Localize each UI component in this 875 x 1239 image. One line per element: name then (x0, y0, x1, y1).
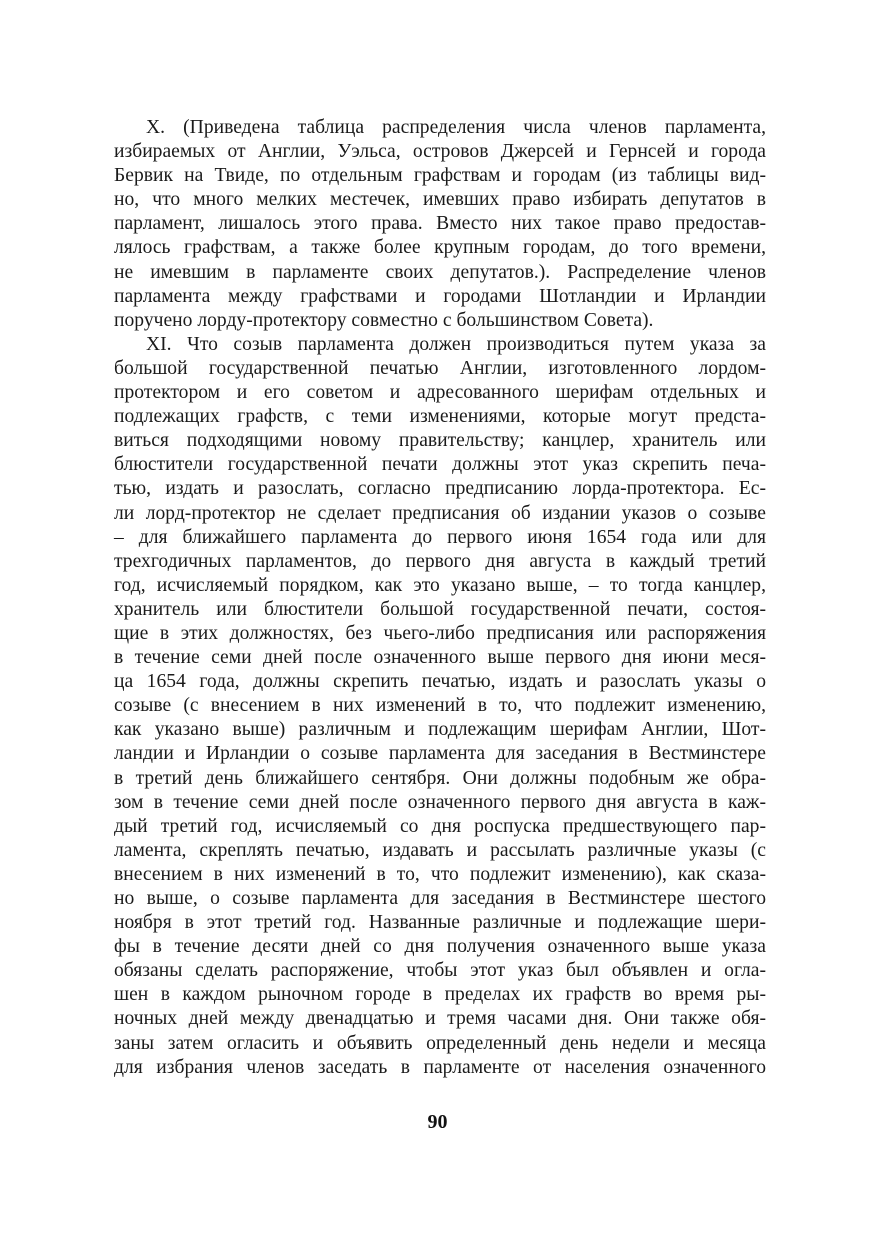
text-line: – для ближайшего парламента до первого июня 1654 года или для (114, 526, 766, 548)
text-line: внесением в них изменений в то, что подлежит изменению), как сказа- (114, 863, 766, 885)
text-line: в третий день ближайшего сентября. Они должны подобным же обра- (114, 767, 766, 789)
text-line: XI. Что созыв парламента должен производиться путем указа за (146, 333, 766, 355)
text-line: поручено лорду-протектору совместно с большинством Совета). (114, 309, 654, 331)
text-line: избираемых от Англии, Уэльса, островов Джерсей и Гернсей и города (114, 141, 766, 163)
paragraph-section-x (114, 116, 766, 333)
text-line: ца 1654 года, должны скрепить печатью, издать и разослать указы о (114, 671, 766, 693)
page-body (114, 116, 766, 1080)
text-line: подлежащих графств, с теми изменениями, которые могут предста- (114, 406, 766, 428)
text-line: трехгодичных парламентов, до первого дня августа в каждый третий (114, 550, 766, 572)
text-line: ландии и Ирландии о созыве парламента для заседания в Вестминстере (114, 743, 766, 765)
text-line: ноября в этот третий год. Названные различные и подлежащие шери- (114, 912, 766, 934)
text-line: ли лорд-протектор не сделает предписания об издании указов о созыве (114, 502, 766, 524)
text-line: обязаны сделать распоряжение, чтобы этот указ был объявлен и огла- (114, 960, 766, 982)
text-line: как указано выше) различным и подлежащим шерифам Англии, Шот- (114, 719, 766, 741)
text-line: лялось графствам, а также более крупным городам, до того времени, (114, 237, 766, 259)
text-line: созыве (с внесением в них изменений в то, что подлежит изменению, (114, 695, 766, 717)
text-line: протектором и его советом и адресованного шерифам отдельных и (114, 382, 766, 404)
paragraph-section-xi (114, 333, 766, 1080)
text-line: не имевшим в парламенте своих депутатов.). Распределение членов (114, 261, 766, 283)
text-line: но выше, о созыве парламента для заседания в Вестминстере шестого (114, 888, 766, 909)
text-line: X. (Приведена таблица распределения числа членов парламента, (146, 117, 766, 138)
text-line: тью, издать и разослать, согласно предписанию лорда-протектора. Ес- (114, 478, 766, 500)
text-line: парламент, лишалось этого права. Вместо них такое право предостав- (114, 213, 766, 235)
text-line: Бервик на Твиде, по отдельным графствам и городам (из таблицы вид- (114, 165, 766, 187)
text-line: но, что много мелких местечек, имевших право избирать депутатов в (114, 189, 766, 211)
text-line: заны затем огласить и объявить определенный день недели и месяца (114, 1032, 766, 1054)
text-line: фы в течение десяти дней со дня получения означенного выше указа (114, 936, 766, 958)
text-line: год, исчисляемый порядком, как это указано выше, – то тогда канцлер, (114, 574, 766, 596)
text-line: для избрания членов заседать в парламенте от населения означенного (114, 1056, 766, 1078)
text-line: шен в каждом рыночном городе в пределах их графств во время ры- (114, 984, 766, 1006)
text-line: большой государственной печатью Англии, изготовленного лордом- (114, 357, 766, 379)
text-line: щие в этих должностях, без чьего-либо предписания или распоряжения (114, 622, 766, 644)
text-line: виться подходящими новому правительству; канцлер, хранитель или (114, 430, 766, 452)
text-line: парламента между графствами и городами Шотландии и Ирландии (114, 285, 766, 307)
text-line: ламента, скреплять печатью, издавать и рассылать различные указы (с (114, 839, 766, 861)
text-line: хранитель или блюстители большой государственной печати, состоя- (114, 598, 766, 620)
page-number: 90 (427, 1111, 448, 1133)
text-line: дый третий год, исчисляемый со дня роспуска предшествующего пар- (114, 815, 766, 837)
text-line: в течение семи дней после означенного выше первого дня июни меся- (114, 647, 766, 669)
text-line: зом в течение семи дней после означенного первого дня августа в каж- (114, 791, 766, 813)
text-line: блюстители государственной печати должны этот указ скрепить печа- (114, 454, 766, 476)
text-line: ночных дней между двенадцатью и тремя часами дня. Они также обя- (114, 1008, 766, 1030)
